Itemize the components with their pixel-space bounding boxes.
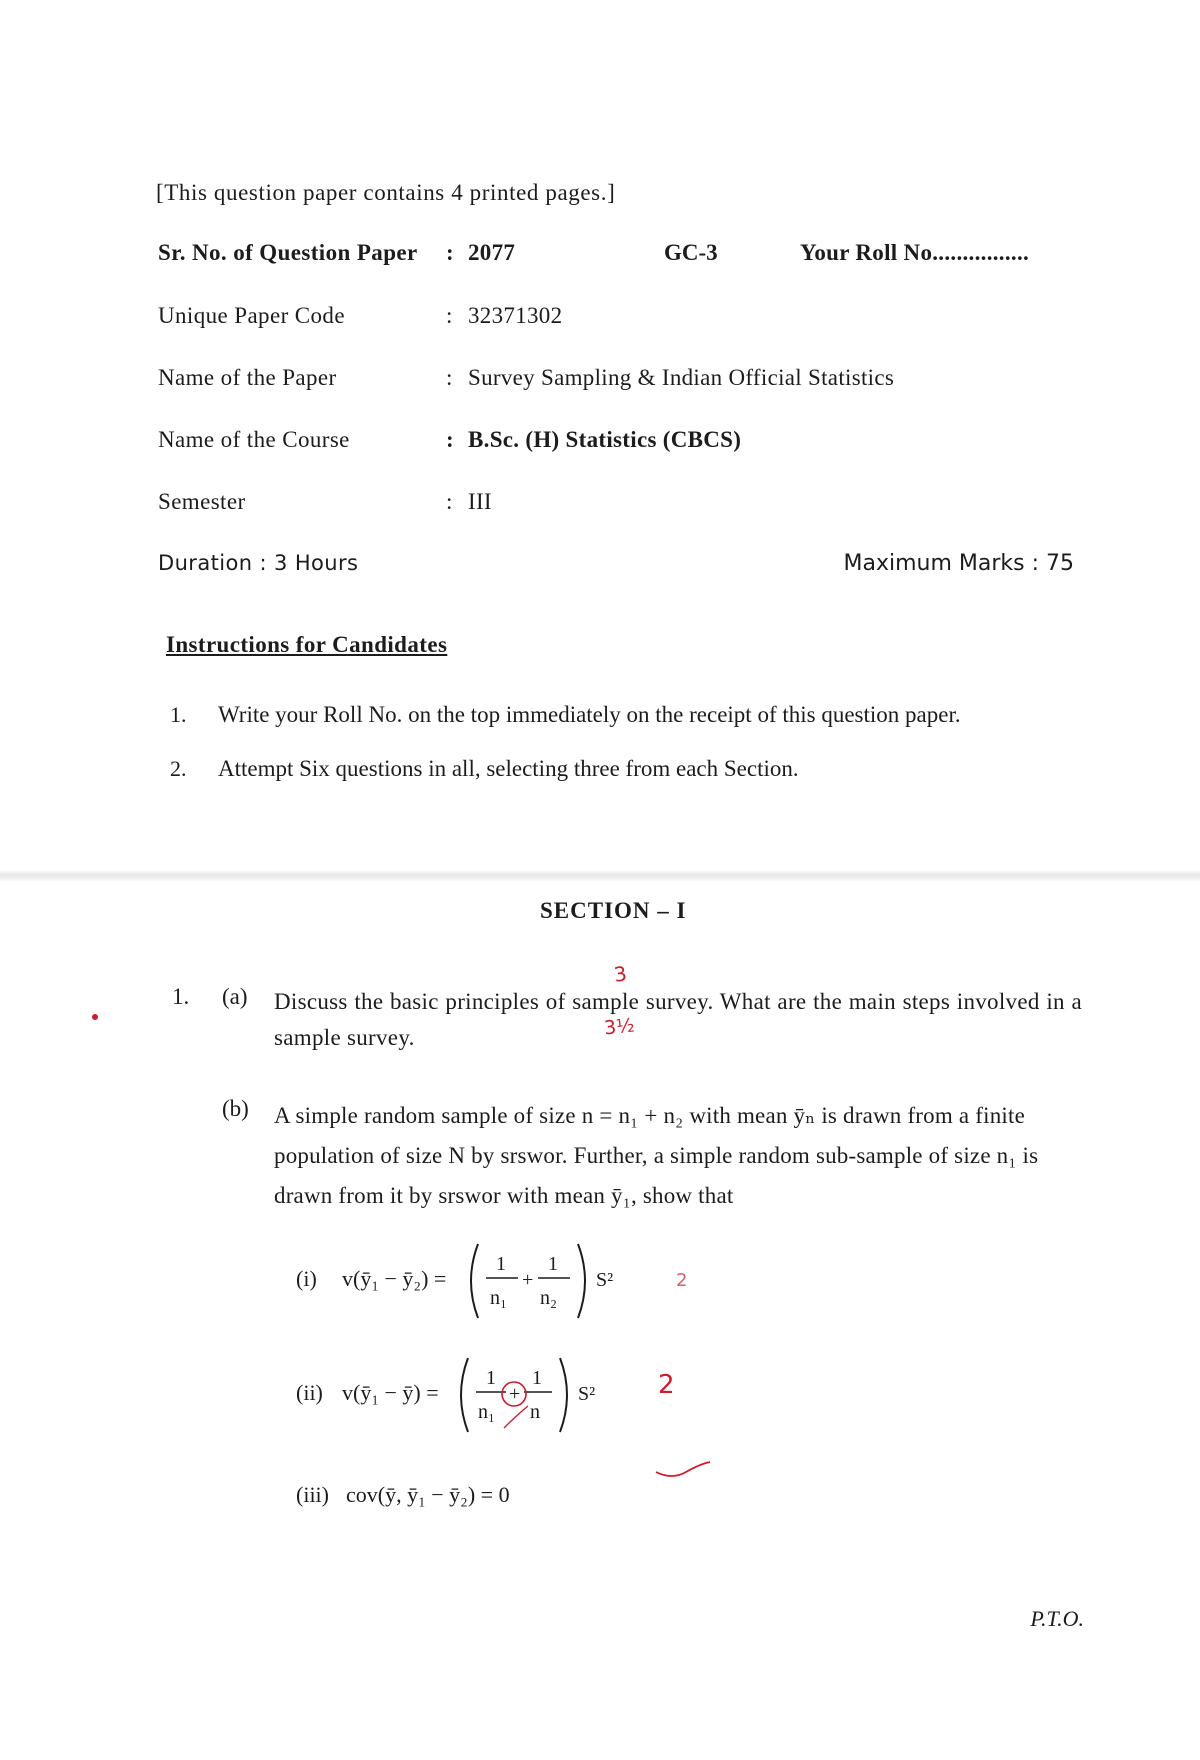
semester-value: III xyxy=(468,489,492,514)
part-a-text: Discuss the basic principles of sample survey. What are the main steps involved in a sample survey. xyxy=(274,989,1082,1050)
subpart-label: (i) xyxy=(296,1266,317,1291)
subpart-label: (iii) xyxy=(296,1482,329,1507)
red-dot-mark xyxy=(92,1014,98,1020)
formula-lhs: v(ȳ₁ − ȳ) = xyxy=(342,1380,439,1405)
question-number: 1. xyxy=(172,984,190,1009)
handwritten-mark: 3½ xyxy=(602,1014,636,1040)
fraction-denominator: n₁ xyxy=(478,1401,495,1423)
red-stroke-mark xyxy=(504,1406,528,1428)
left-paren xyxy=(461,1358,468,1432)
handwritten-mark: 2 xyxy=(676,1270,688,1291)
sr-no-label: Sr. No. of Question Paper xyxy=(158,240,418,265)
sr-no-value: 2077 xyxy=(468,240,516,265)
fraction-numerator: 1 xyxy=(496,1253,506,1275)
detail-colon: : xyxy=(446,489,453,514)
detail-colon: : xyxy=(446,303,453,328)
fraction-denominator: n₁ xyxy=(490,1287,507,1309)
instruction-number: 1. xyxy=(170,702,187,727)
detail-colon: : xyxy=(446,365,453,390)
plus-sign: + xyxy=(522,1269,534,1291)
instruction-item: Attempt Six questions in all, selecting three from each Section. xyxy=(218,756,799,781)
paper-name-value: Survey Sampling & Indian Official Statistics xyxy=(468,365,895,390)
unique-paper-code-label: Unique Paper Code xyxy=(158,303,345,328)
formula-i xyxy=(296,1236,636,1326)
pto-footer: P.T.O. xyxy=(1030,1606,1084,1631)
fraction-numerator: 1 xyxy=(486,1367,496,1389)
unique-paper-code-value: 32371302 xyxy=(468,303,563,328)
fraction-denominator: n₂ xyxy=(540,1287,557,1309)
course-name-value: B.Sc. (H) Statistics (CBCS) xyxy=(468,427,742,452)
page-count-note: [This question paper contains 4 printed pages.] xyxy=(156,180,616,205)
page-fold-line xyxy=(0,870,1200,882)
formula-iii: cov(ȳ, ȳ₁ − ȳ₂) = 0 xyxy=(346,1482,510,1507)
part-a-label: (a) xyxy=(222,984,248,1009)
fraction-numerator: 1 xyxy=(548,1253,558,1275)
roll-no-field: Your Roll No................ xyxy=(800,240,1030,265)
formula-lhs: v(ȳ₁ − ȳ₂) = xyxy=(342,1266,447,1291)
subpart-label: (ii) xyxy=(296,1380,323,1405)
left-paren xyxy=(471,1244,478,1318)
semester-label: Semester xyxy=(158,489,246,514)
instruction-number: 2. xyxy=(170,756,187,781)
maximum-marks: Maximum Marks : 75 xyxy=(843,551,1074,576)
handwritten-mark: 3 xyxy=(612,961,629,987)
gc-code: GC-3 xyxy=(664,240,718,265)
part-b-text: A simple random sample of size n = n₁ + n₂ with mean ȳₙ is drawn from a finite population of size N by srswor. Further, a simple random sub-sample of size n₁ is drawn from it by srswor with mean ȳ₁, show that xyxy=(274,1103,1039,1208)
instructions-heading: Instructions for Candidates xyxy=(166,632,448,657)
sr-no-colon: : xyxy=(446,240,454,265)
plus-sign: + xyxy=(509,1383,521,1405)
paper-name-label: Name of the Paper xyxy=(158,365,337,390)
handwritten-tick xyxy=(652,1454,712,1484)
fraction-numerator: 1 xyxy=(532,1367,542,1389)
right-paren xyxy=(560,1358,567,1432)
formula-ii xyxy=(296,1350,636,1440)
duration: Duration : 3 Hours xyxy=(158,551,359,575)
part-b-label: (b) xyxy=(222,1096,249,1121)
variance-term: S² xyxy=(596,1269,614,1291)
course-name-label: Name of the Course xyxy=(158,427,350,452)
right-paren xyxy=(578,1244,585,1318)
detail-colon: : xyxy=(446,427,454,452)
fraction-denominator: n xyxy=(530,1401,540,1423)
instruction-item: Write your Roll No. on the top immediately on the receipt of this question paper. xyxy=(218,702,961,727)
section-title: SECTION – I xyxy=(540,898,687,923)
variance-term: S² xyxy=(578,1383,596,1405)
handwritten-mark: 2 xyxy=(658,1370,675,1400)
